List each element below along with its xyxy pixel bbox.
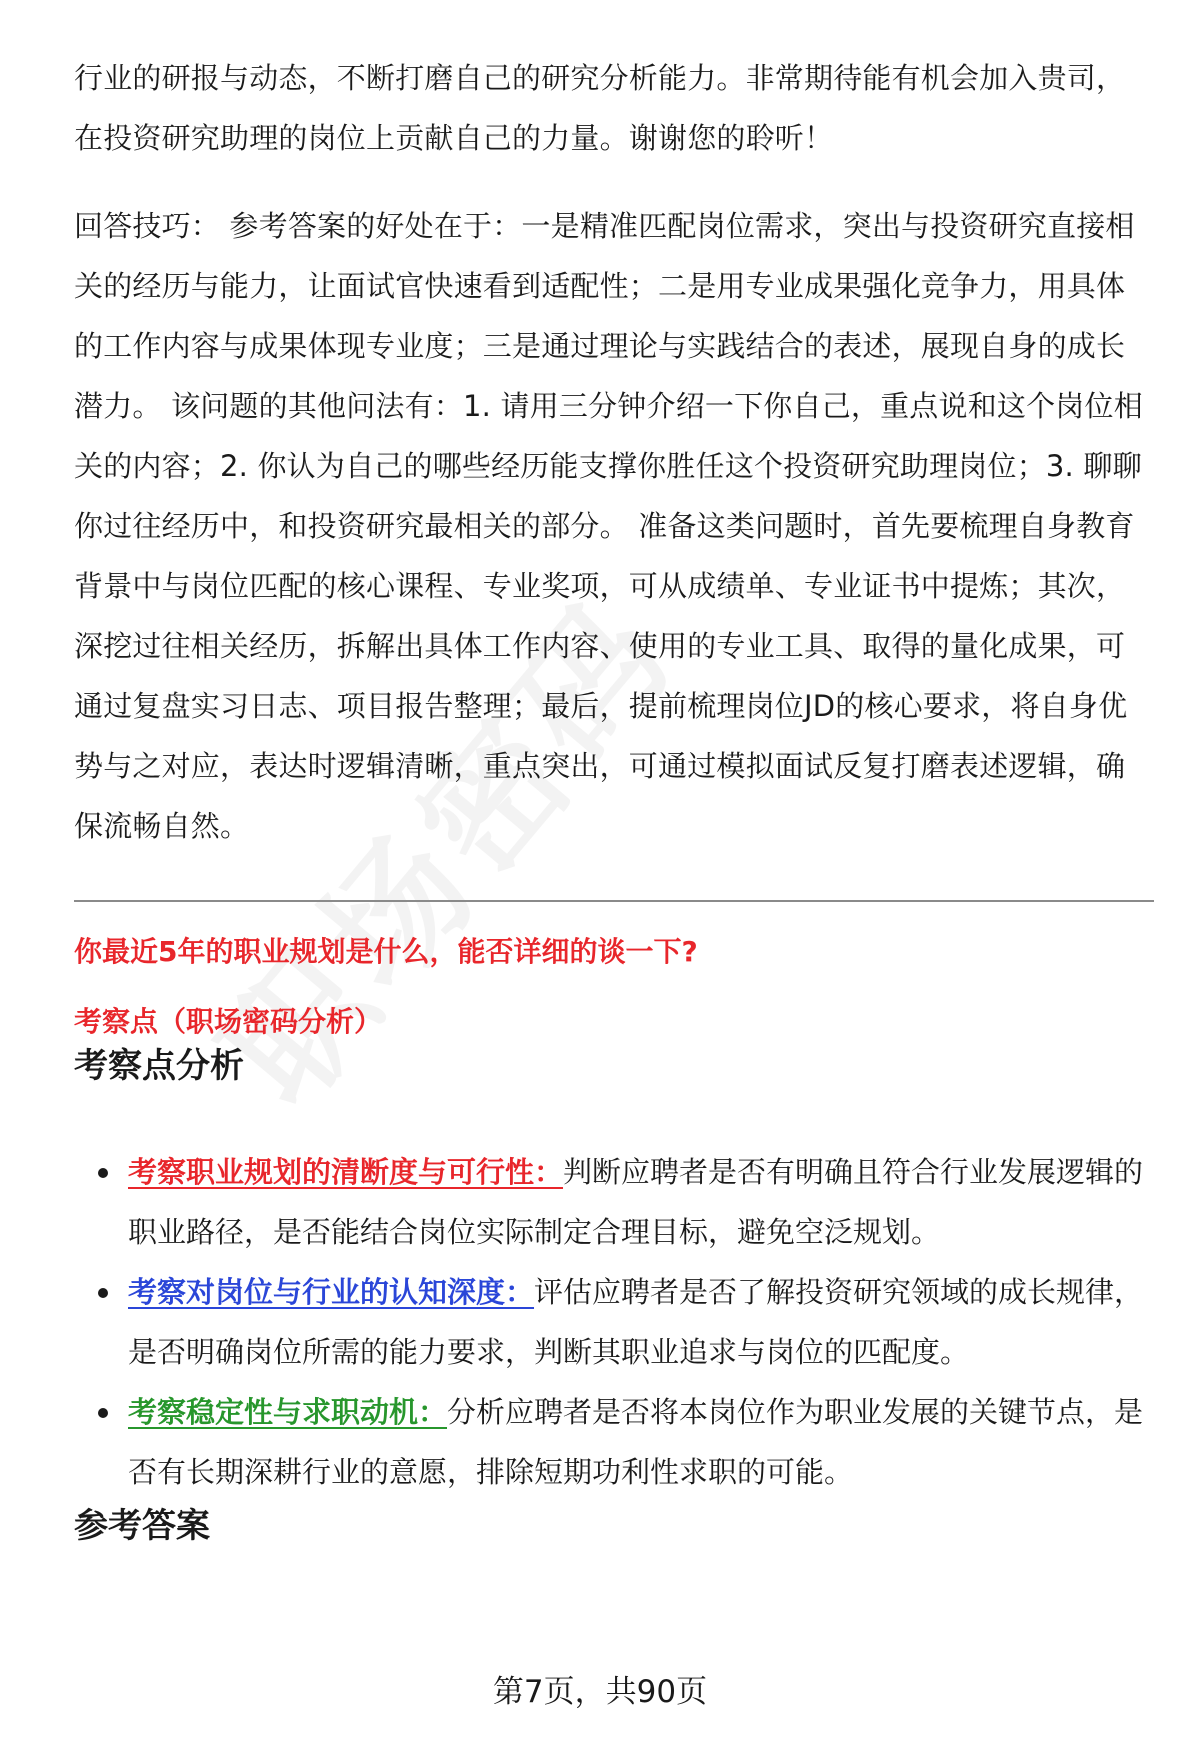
answer-heading: 参考答案 xyxy=(74,1506,210,1546)
list-item xyxy=(74,1262,1154,1382)
point-keyword: 考察对岗位与行业的认知深度： xyxy=(128,1275,535,1309)
question-title: 你最近5年的职业规划是什么，能否详细的谈一下? xyxy=(74,935,698,968)
analysis-list xyxy=(74,1142,1154,1502)
section-divider xyxy=(74,900,1154,902)
list-item xyxy=(74,1382,1154,1502)
point-keyword: 考察稳定性与求职动机： xyxy=(128,1395,448,1429)
point-text: 评估应聘者是否了解投资研究领域的成长规律，是否明确岗位所需的能力要求，判断其职业追求与岗位的匹配度。 xyxy=(128,1275,1144,1369)
intro-paragraph-2: 回答技巧： 参考答案的好处在于：一是精准匹配岗位需求，突出与投资研究直接相关的经历与能力，让面试官快速看到适配性；二是用专业成果强化竞争力，用具体的工作内容与成果体现专业度；三是通过理论与实践结合的表述，展现自身的成长潜力。 该问题的其他问法有：1. 请用三分钟介绍一下你自己，重点说和这个岗位相关的内容；2. 你认为自己的哪些经历能支撑你胜任这个投资研究助理岗位；3. 聊聊你过往经历中，和投资研究最相关的部分。 准备这类问题时，首先要梳理自身教育背景中与岗位匹配的核心课程、专业奖项，可从成绩单、专业证书中提炼；其次，深挖过往相关经历，拆解出具体工作内容、使用的专业工具、取得的量化成果，可通过复盘实习日志、项目报告整理；最后，提前梳理岗位JD的核心要求，将自身优势与之对应，表达时逻辑清晰，重点突出，可通过模拟面试反复打磨表述逻辑，确保流畅自然。 xyxy=(74,209,1143,843)
point-keyword: 考察职业规划的清断度与可行性： xyxy=(128,1155,564,1189)
list-item xyxy=(74,1142,1154,1262)
bullet-icon xyxy=(98,1408,108,1418)
document-page xyxy=(74,48,1154,1550)
bullet-icon xyxy=(98,1168,108,1178)
question-subtitle: 考察点（职场密码分析） xyxy=(74,1005,383,1038)
point-text: 分析应聘者是否将本岗位作为职业发展的关键节点，是否有长期深耕行业的意愿，排除短期功利性求职的可能。 xyxy=(128,1395,1144,1489)
intro-paragraph-1: 行业的研报与动态，不断打磨自己的研究分析能力。非常期待能有机会加入贵司，在投资研究助理的岗位上贡献自己的力量。谢谢您的聆听！ xyxy=(74,61,1126,155)
point-text: 判断应聘者是否有明确且符合行业发展逻辑的职业路径，是否能结合岗位实际制定合理目标，避免空泛规划。 xyxy=(128,1155,1144,1249)
page-number: 第7页，共90页 xyxy=(492,1674,708,1710)
bullet-icon xyxy=(98,1288,108,1298)
analysis-heading: 考察点分析 xyxy=(74,1046,244,1086)
